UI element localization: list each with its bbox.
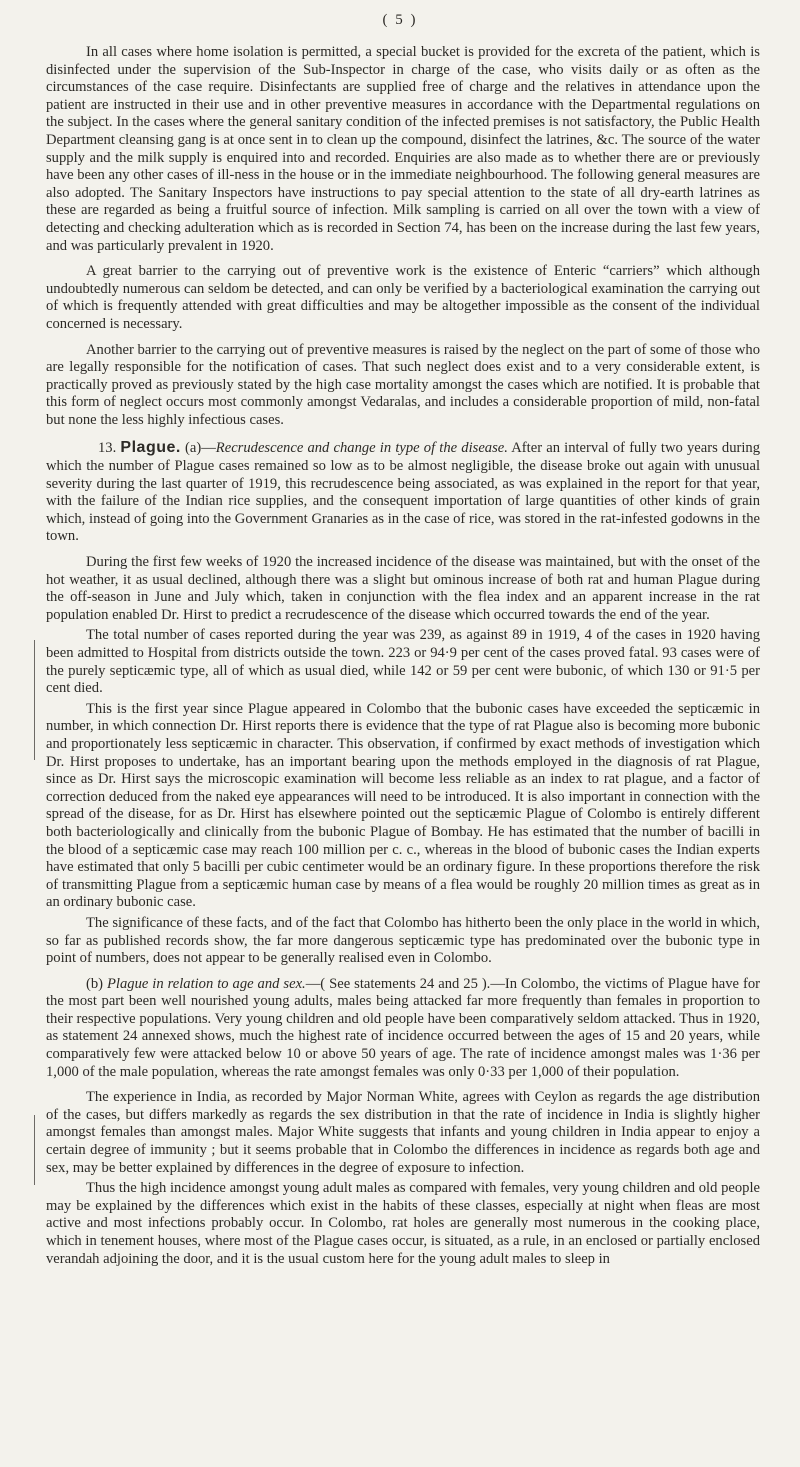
body-text xyxy=(46,44,760,1271)
paragraph-high-incidence: Thus the high incidence amongst young adult males as compared with females, very young children and old people may be explained by the differences which exist in the habits of these classes, especially at night when fleas are most active and most infections probably occur. In Colombo, rat holes are generally most numerous in the cooking place, which in tenement houses, where most of the Plague cases occur, is situated, as a rule, in an enclosed or partially enclosed verandah adjoining the door, and it is the usual custom here for the young adult males to sleep in xyxy=(46,1180,760,1267)
paragraph-early-1920: During the first few weeks of 1920 the increased incidence of the disease was maintained, but with the onset of the hot weather, it as usual declined, although there was a slight but ominous increase of both rat and human Plague during the off-season in June and July which, taken in conjunction with the flea index and an apparent increase in the rat population enabled Dr. Hirst to predict a recrudescence of the disease which occurred towards the end of the year. xyxy=(46,554,760,623)
paragraph-total-cases: The total number of cases reported during the year was 239, as against 89 in 1919, 4 of the cases in 1920 having been admitted to Hospital from districts outside the town. 223 or 94·9 per cent of the cases proved fatal. 93 cases were of the purely septicæmic type, all of which as usual died, while 142 or 59 per cent were bubonic, of which 130 or 91·5 per cent died. xyxy=(46,627,760,697)
section-intro-text: After an interval of fully two years during which the number of Plague cases remained so low as to be almost negligible, the disease broke out again with unusual severity during the last quarter of 1919, this recrudescence being associated, as was explained in the report for that year, with the failure of the Indian rice supplies, and the consequent importation of large quantities of other kinds of grain which, instead of going into the Government Granaries as in the case of rice, was stored in the rat-infested godowns in the town. xyxy=(46,440,761,545)
paragraph-home-isolation: In all cases where home isolation is permitted, a special bucket is provided for the excreta of the patient, which is disinfected under the supervision of the Sub-Inspector in charge of the case, who visits daily or as often as the circumstances of the case require. Disinfectants are supplied free of charge and the relatives in attendance upon the patient are instructed in their use and in other preventive measures in accordance with the Departmental regulations on the subject. In the cases where the general sanitary condition of the infected premises is not satisfactory, the Public Health Department cleansing gang is at once sent in to clean up the compound, disinfect the latrines, &c. The source of the water supply and the milk supply is enquired into and recorded. Enquiries are also made as to whether there are or previously have been any other cases of ill-ness in the house or in the immediate neighbourhood. The following general measures are also adopted. The Sanitary Inspectors have instructions to pay special attention to the state of all dry-earth latrines as these are regarded as being a fruitful source of infection. Milk sampling is carried on all over the town with a view of detecting and checking adulteration which as is recorded in Section 74, has been on the increase during the last few years, and was particularly prevalent in 1920. xyxy=(46,44,760,254)
subsection-title-b: Plague in relation to age and sex. xyxy=(107,975,306,992)
subsection-title: Recrudescence and change in type of the disease. xyxy=(215,440,508,457)
subsection-prefix-b: (b) xyxy=(86,975,104,992)
page-number: ( 5 ) xyxy=(382,12,418,28)
section-number: 13. xyxy=(98,440,117,457)
subsection-text-b: —( See statements 24 and 25 ).—In Colombo, the victims of Plague have for the most part been well nourished young adults, males being attacked far more frequently than females in proportion to their respective populations. Very young children and old people have been comparatively seldom attacked. Thus in 1920, as statement 24 annexed shows, much the highest rate of incidence occurred between the ages of 15 and 20 years, while comparatively few were attacked below 10 or above 50 years of age. The rate of incidence amongst males was 1·36 per 1,000 of the male population, whereas the rate amongst females was only 0·33 per 1,000 of their population. xyxy=(46,975,760,1080)
paragraph-notification-neglect: Another barrier to the carrying out of preventive measures is raised by the neglect on the part of some of those who are legally responsible for the notification of cases. That such neglect does exist and to a very considerable extent, is practically proved as previously stated by the high case mortality amongst the cases which are notified. It is probable that this form of neglect occurs most commonly amongst Vedaralas, and includes a considerable proportion of mild, non-fatal but none the less highly infectious cases. xyxy=(46,341,760,428)
paragraph-bubonic-exceeded: This is the first year since Plague appeared in Colombo that the bubonic cases have exceeded the septicæmic in number, in which connection Dr. Hirst reports there is evidence that the type of rat Plague also is becoming more bubonic and proportionately less septicæmic in character. This observation, if confirmed by exact methods of investigation which Dr. Hirst proposes to undertake, has an important bearing upon the methods employed in the diagnosis of rat Plague, since as Dr. Hirst says the microscopic examination will become less reliable as an index to rat plague, and a factor of correction deduced from the naked eye appearances will need to be introduced. It is also important in connection with the spread of the disease, for as Dr. Hirst has elsewhere pointed out the septicæmic Plague of Colombo is entirely different both bacteriologically and clinically from the bubonic Plague of Bombay. He has estimated that the number of bacilli in the blood of a septicæmic case may reach 100 million per c. c., whereas in the blood of bubonic cases the Indian experts have estimated that only 5 bacilli per cubic centimeter would be an ordinary figure. In these proportions therefore the risk of transmitting Plague from a septicæmic human case by means of a flea would be roughly 20 million times as great as in an ordinary bubonic case. xyxy=(46,700,760,911)
subsection-age-sex xyxy=(46,976,760,1082)
paragraph-enteric-carriers: A great barrier to the carrying out of preventive work is the existence of Enteric “carriers” which although undoubtedly numerous can seldom be detected, and can only be verified by a bacteriological examination the carrying out of which is frequently attended with great difficulties and may be altogether impossible as the consent of the individual concerned is necessary. xyxy=(46,263,760,332)
section-title: Plague. xyxy=(120,439,181,457)
margin-mark-bracket-lower xyxy=(34,1115,35,1185)
subsection-prefix: (a)— xyxy=(185,440,216,457)
section-13-plague xyxy=(46,439,760,546)
paragraph-significance: The significance of these facts, and of the fact that Colombo has hitherto been the only place in the world in which, so far as published records show, the far more dangerous septicæmic type has predominated over the bubonic type in point of numbers, does not appear to be generally realised even in Colombo. xyxy=(46,914,760,967)
margin-mark-bracket xyxy=(34,640,35,760)
paragraph-india-experience: The experience in India, as recorded by Major Norman White, agrees with Ceylon as regards the age distribution of the cases, but differs markedly as regards the sex distribution in that the rate of incidence in India is slightly higher amongst females than amongst males. Major White suggests that infants and young children in India appear to enjoy a certain degree of immunity ; but it seems probable that in Colombo the differences in incidence as regards both age and sex, may be better explained by differences in the degree of exposure to infection. xyxy=(46,1089,760,1176)
